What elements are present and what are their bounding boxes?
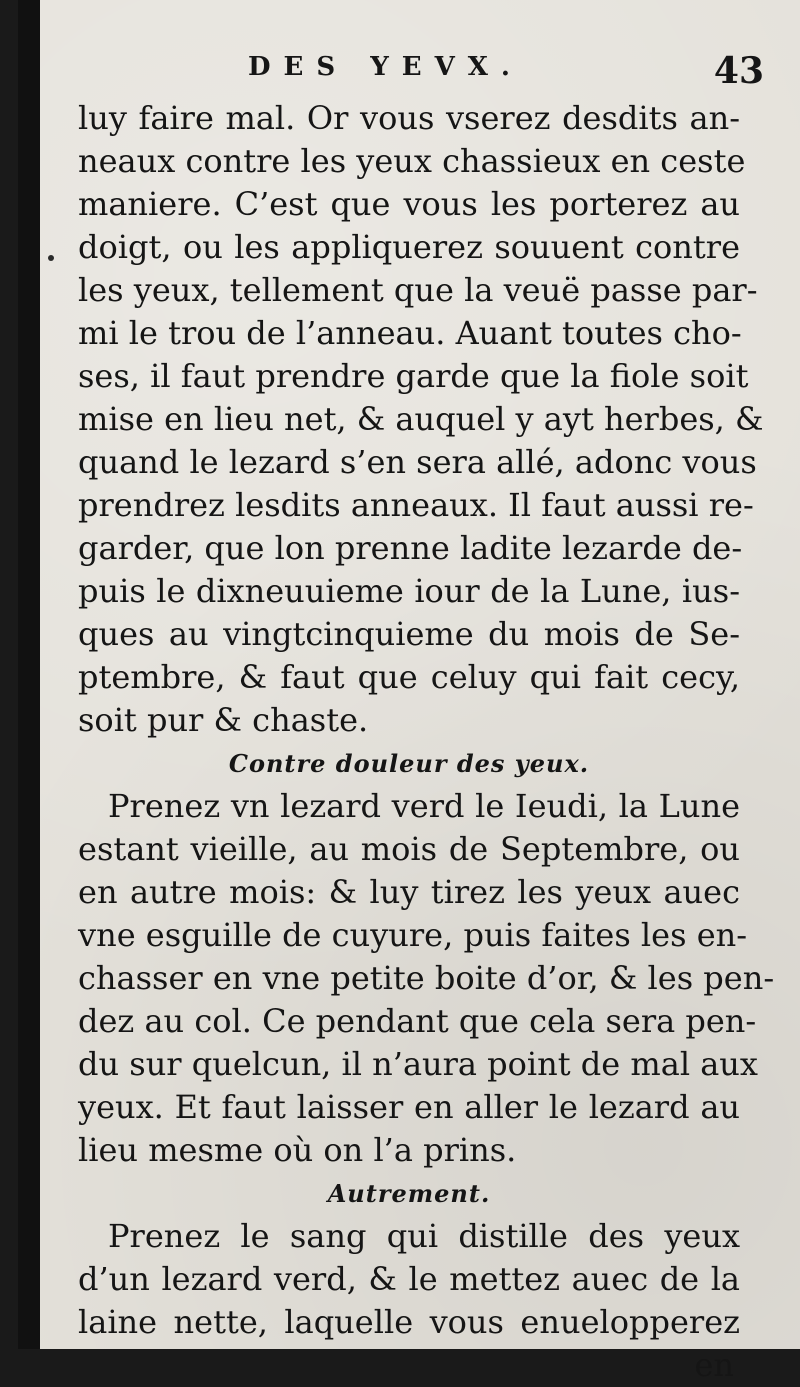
page-gutter-shadow (18, 0, 40, 1349)
running-head: DES YEVX. (248, 52, 523, 82)
text-line: soit pur & chaste. (78, 701, 369, 739)
text-line: lieu mesme où on l’a prins. (78, 1131, 517, 1169)
text-line: neaux contre les yeux chassieux en ceste (78, 142, 746, 180)
text-line: Prenez vn lezard verd le Ieudi, la Lune (108, 787, 740, 825)
section-heading: Contre douleur des yeux. (228, 749, 590, 778)
text-line: quand le lezard s’en sera allé, adonc vous (78, 443, 757, 481)
catchword: en (694, 1346, 734, 1384)
text-line: doigt, ou les appliquerez souuent contre (78, 228, 740, 266)
text-line: yeux. Et faut laisser en aller le lezard au (78, 1088, 740, 1126)
text-line: maniere. C’est que vous les porterez au (78, 185, 740, 223)
text-line: mi le trou de l’anneau. Auant toutes cho- (78, 314, 742, 352)
text-line: ptembre, & faut que celuy qui fait cecy, (78, 658, 740, 696)
text-line: mise en lieu net, & auquel y ayt herbes, & (78, 400, 764, 438)
text-line: vne esguille de cuyure, puis faites les en- (78, 916, 748, 954)
section-heading: Autrement. (327, 1179, 491, 1208)
ink-speck (48, 255, 54, 261)
text-line: du sur quelcun, il n’aura point de mal aux (78, 1045, 758, 1083)
text-line: puis le dixneuuieme iour de la Lune, ius- (78, 572, 740, 610)
text-line: les yeux, tellement que la veuë passe par- (78, 271, 758, 309)
text-line: ques au vingtcinquieme du mois de Se- (78, 615, 740, 653)
book-page (18, 0, 800, 1384)
text-line: en autre mois: & luy tirez les yeux auec (78, 873, 740, 911)
text-line: estant vieille, au mois de Septembre, ou (78, 830, 740, 868)
text-line: luy faire mal. Or vous vserez desdits an- (78, 99, 740, 137)
text-line: Prenez le sang qui distille des yeux (108, 1217, 740, 1255)
text-line: prendrez lesdits anneaux. Il faut aussi re- (78, 486, 754, 524)
page-number: 43 (713, 50, 764, 92)
text-line: garder, que lon prenne ladite lezarde de- (78, 529, 743, 567)
text-line: ses, il faut prendre garde que la fiole soit (78, 357, 749, 395)
text-line: dez au col. Ce pendant que cela sera pen- (78, 1002, 757, 1040)
body-text (78, 97, 775, 1387)
text-line: chasser en vne petite boite d’or, & les pen- (78, 959, 775, 997)
text-line: d’un lezard verd, & le mettez auec de la (78, 1260, 740, 1298)
text-line: laine nette, laquelle vous enuelopperez (78, 1303, 740, 1341)
